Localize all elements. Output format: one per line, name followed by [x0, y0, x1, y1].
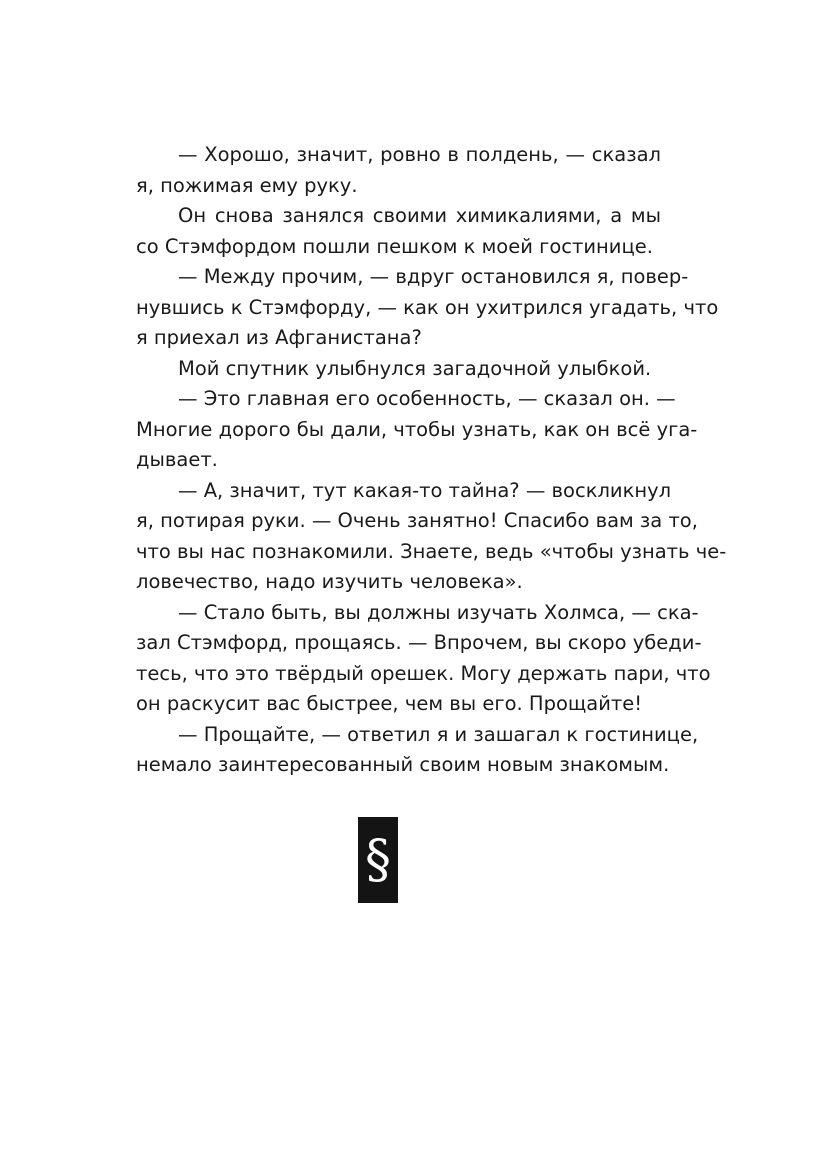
paragraph-2: [94, 201, 661, 262]
text-line: он раскусит вас быстрее, чем вы его. Прощайте!: [136, 692, 643, 715]
text-line: нувшись к Стэмфорду, — как он ухитрился угадать, что: [136, 295, 719, 319]
text-line: со Стэмфордом пошли пешком к моей гостинице.: [136, 234, 653, 258]
paragraph-3: [94, 262, 719, 354]
section-sign-ornament: [358, 817, 398, 903]
text-line: — А, значит, тут какая-то тайна? — воскликнул: [178, 478, 672, 502]
text-line: немало заинтересованный своим новым знакомым.: [136, 753, 670, 776]
text-line: Мой спутник улыбнулся загадочной улыбкой.: [178, 356, 652, 380]
text-line: — Стало быть, вы должны изучать Холмса, — ска-: [178, 600, 699, 624]
text-line: Он снова занялся своими химикалиями, а мы: [178, 204, 661, 227]
paragraph-5: [94, 384, 698, 476]
text-line: я, потирая руки. — Очень занятно! Спасибо вам за то,: [136, 509, 698, 532]
text-line: тесь, что это твёрдый орешек. Могу держать пари, что: [136, 661, 711, 685]
text-line: — Прощайте, — ответил я и зашагал к гостинице,: [178, 722, 699, 746]
text-line: я приехал из Афганистана?: [136, 326, 422, 349]
paragraph-7: [94, 598, 711, 720]
paragraph-6: [94, 476, 727, 598]
paragraph-8: [94, 720, 699, 781]
text-line: — Это главная его особенность, — сказал он. —: [178, 387, 676, 410]
text-line: — Хорошо, значит, ровно в полдень, — сказал: [178, 143, 661, 166]
text-line: — Между прочим, — вдруг остановился я, повер-: [178, 265, 689, 288]
text-line: Многие дорого бы дали, чтобы узнать, как он всё уга-: [136, 417, 698, 441]
text-line: я, пожимая ему руку.: [136, 173, 358, 197]
text-line: зал Стэмфорд, прощаясь. — Впрочем, вы скоро убеди-: [136, 631, 702, 654]
text-line: ловечество, надо изучить человека».: [136, 570, 523, 593]
text-line: дывает.: [136, 448, 218, 471]
section-sign-icon: §: [365, 830, 391, 890]
paragraph-4: [94, 354, 661, 385]
body-text: [94, 140, 727, 781]
paragraph-1: [94, 140, 661, 201]
text-line: что вы нас познакомили. Знаете, ведь «чтобы узнать че-: [136, 539, 727, 563]
